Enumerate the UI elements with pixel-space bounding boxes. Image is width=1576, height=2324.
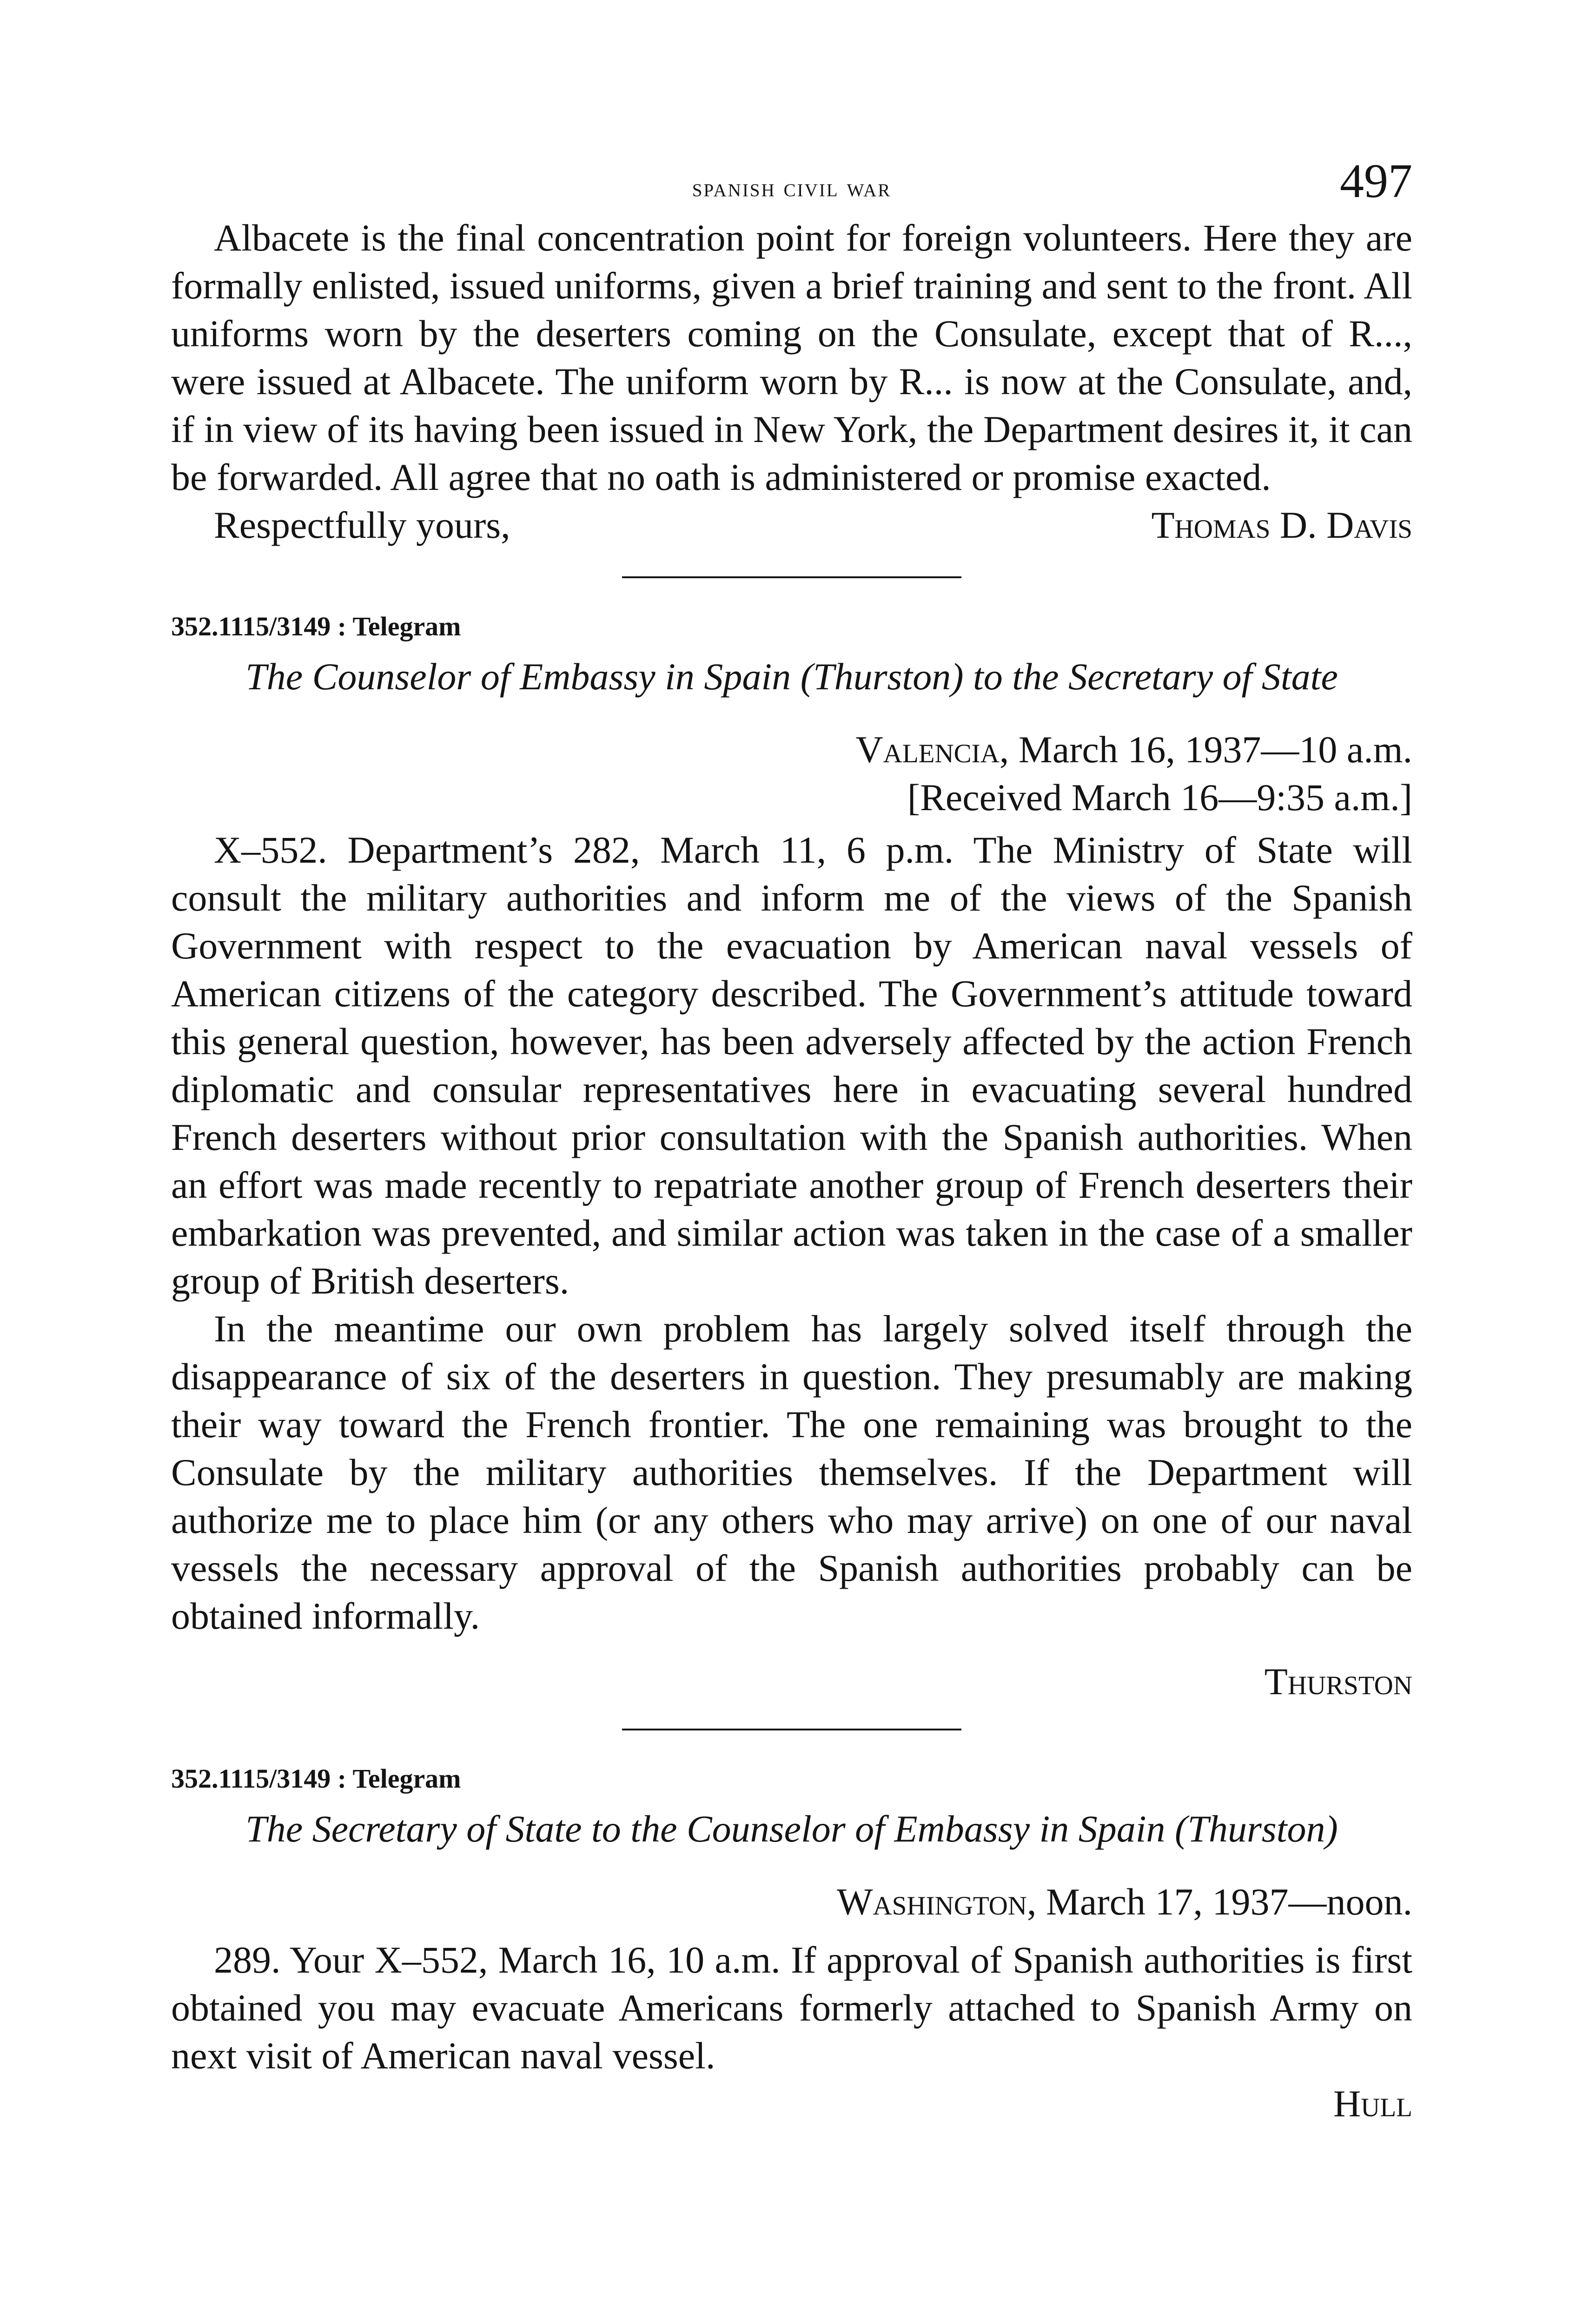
telegram-paragraph: 289. Your X–552, March 16, 10 a.m. If approval of Spanish authorities is first obtained you may evacuate Americans formerly attached to Spanish Army on next visit of American naval vessel.	[171, 1939, 1412, 2077]
document-title: The Secretary of State to the Counselor of Embassy in Spain (Thurston)	[245, 1808, 1338, 1850]
letter-signature: Thomas D. Davis	[1151, 504, 1412, 546]
dateline	[171, 726, 1412, 773]
section-divider	[622, 576, 961, 578]
dateline-place: Washington,	[837, 1881, 1037, 1923]
complimentary-close: Respectfully yours,	[214, 504, 510, 546]
document-reference: 352.1115/3149 : Telegram	[171, 611, 461, 641]
telegram-signature: Hull	[1333, 2082, 1412, 2125]
dateline-date: March 17, 1937—noon.	[1036, 1881, 1412, 1923]
page-header	[171, 153, 1412, 214]
document-reference: 352.1115/3149 : Telegram	[171, 1763, 461, 1794]
dateline	[171, 1878, 1412, 1926]
telegram-paragraph: X–552. Department’s 282, March 11, 6 p.m. The Ministry of State will consult the military authorities and inform me of the views of the Spanish Government with respect to the evacuation by American naval vessels of American citizens of the category described. The Government’s attitude toward this general question, however, has been adversely affected by the action French diplomatic and consular representatives here in evacuating several hundred French deserters without prior consultation with the Spanish authorities. When an effort was made recently to repatriate another group of French deserters their embarkation was prevented, and similar action was taken in the case of a smaller group of British deserters.	[171, 829, 1412, 1302]
received-note: [Received March 16—9:35 a.m.]	[907, 776, 1412, 819]
section-divider	[622, 1729, 961, 1730]
document-title: The Counselor of Embassy in Spain (Thurston) to the Secretary of State	[245, 655, 1338, 698]
letter-closing	[171, 501, 1412, 553]
letter-body-paragraph: Albacete is the final concentration point for foreign volunteers. Here they are formally enlisted, issued uniforms, given a brief training and sent to the front. All uniforms worn by the deserters coming on the Consulate, except that of R..., were issued at Albacete. The uniform worn by R... is now at the Consulate, and, if in view of its having been issued in New York, the Department desires it, it can be forwarded. All agree that no oath is administered or promise exacted.	[171, 217, 1412, 498]
telegram-signature: Thurston	[1264, 1660, 1412, 1703]
telegram-paragraph: In the meantime our own problem has largely solved itself through the disappearance of six of the deserters in question. They presumably are making their way toward the French frontier. The one remaining was brought to the Consulate by the military authorities themselves. If the Department will authorize me to place him (or any others who may arrive) on one of our naval vessels the necessary approval of the Spanish authorities probably can be obtained informally.	[171, 1307, 1412, 1637]
dateline-date: March 16, 1937—10 a.m.	[1009, 728, 1412, 771]
page-number: 497	[1340, 154, 1412, 208]
document-page	[171, 153, 1412, 2127]
running-head: spanish civil war	[692, 173, 892, 202]
dateline-place: Valencia,	[855, 728, 1009, 771]
